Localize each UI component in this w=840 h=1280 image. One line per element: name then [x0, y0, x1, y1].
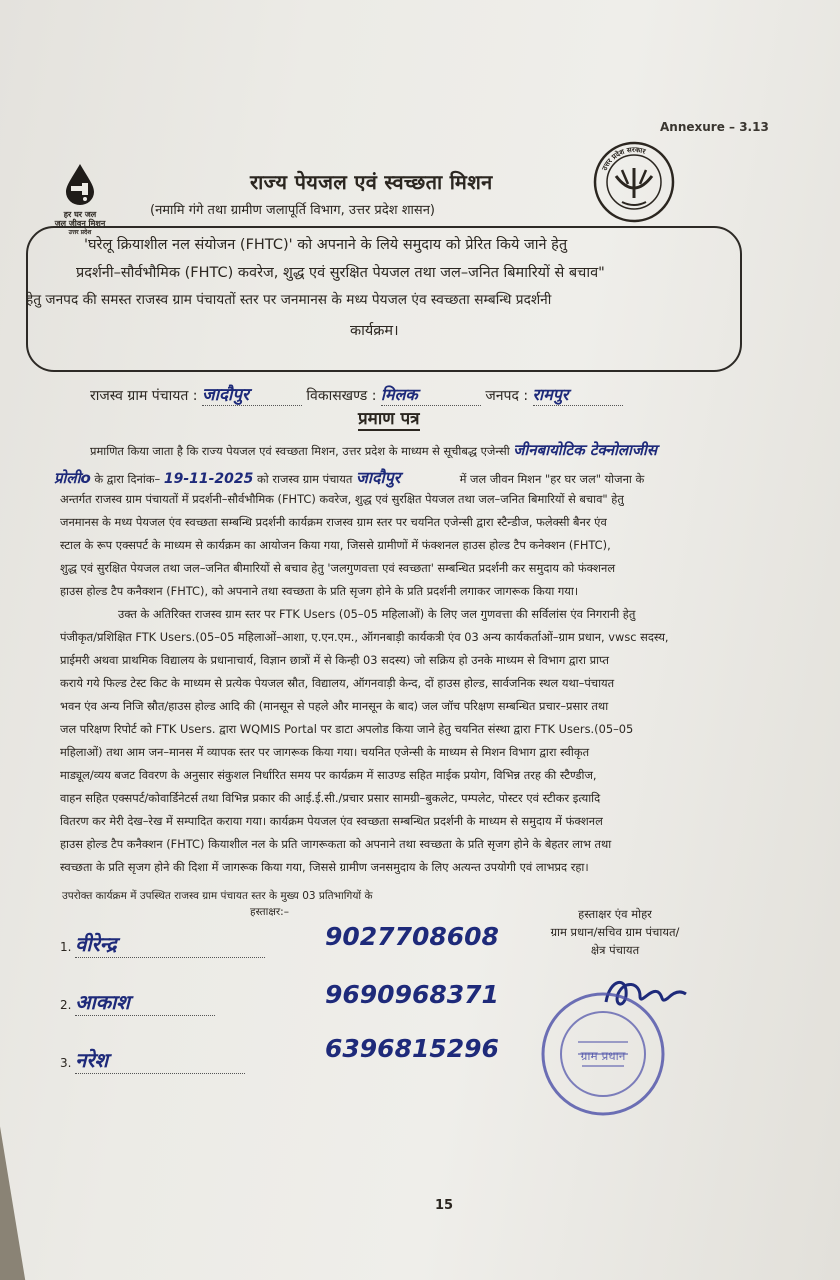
stamp-text: ग्राम प्रधान — [580, 1049, 626, 1063]
body-line-1-text: प्रमाणित किया जाता है कि राज्य पेयजल एवं स्वच्छता मिशन, उत्तर प्रदेश के माध्यम से सूचीबद्ध एजेन्सी — [90, 444, 510, 458]
body-line-6: शुद्ध एवं सुरक्षित पेयजल तथा जल–जनित बीमारियों से बचाव हेतु 'जलगुणवत्ता एवं स्वच्छता' सम्बन्धित प्रदर्शनी कर समुदाय को फंक्शनल — [60, 561, 616, 575]
body-line-19: स्वच्छता के प्रति सृजग होने की दिशा में जागरूक किया गया, जिससे ग्रामीण जनसमुदाय के लिए अत्यन्त उपयोगी एवं लाभप्रद रहा। — [60, 860, 589, 874]
body-line-14: महिलाओं) तथा आम जन–मानस में व्यापक स्तर पर जागरूक किया गया। चयनित एजेन्सी के माध्यम से मिशन विभाग द्वारा स्वीकृत — [60, 745, 590, 759]
district-value: रामपुर — [533, 383, 623, 406]
authority-line-3: क्षेत्र पंचायत — [590, 943, 640, 957]
gram-panchayat-value: जादौपुर — [202, 382, 302, 406]
body-line-1 — [90, 440, 657, 460]
program-title-box — [26, 226, 742, 372]
signatory-number: 1. — [60, 940, 72, 954]
body-line-7: हाउस होल्ड टैप कनैक्शन (FHTC), को अपनाने तथा स्वच्छता के प्रति सृजग होने के प्रति प्रदर्शनी लगाकर जागरूक किया गया। — [60, 584, 579, 598]
block-value: मिलक — [381, 383, 481, 406]
signatories-intro — [62, 888, 373, 920]
page-subtitle: (नमामि गंगे तथा ग्रामीण जलापूर्ति विभाग, उत्तर प्रदेश शासन) — [150, 203, 435, 218]
page-title: राज्य पेयजल एवं स्वच्छता मिशन — [250, 170, 493, 194]
signatory-number: 2. — [60, 998, 72, 1012]
signatory-name: वीरेन्द्र — [75, 930, 265, 958]
body-line-3: अन्तर्गत राजस्व ग्राम पंचायतों में प्रदर्शनी–सौर्वभौमिक (FHTC) कवरेज, शुद्ध एवं सुरक्षित पेयजल तथा जल–जनित बिमारियों से बचाव" हेतु — [60, 492, 624, 506]
annexure-label: Annexure – 3.13 — [660, 120, 769, 134]
svg-text:उत्तर प्रदेश सरकार — [600, 146, 647, 173]
body-line-15: माड्यूल/व्यय बजट विवरण के अनुसार संकुशल निर्धारित समय पर कार्यक्रम में साउण्ड सहित माईक प्रयोग, विभिन्न तरह की स्टैण्डीज, — [60, 768, 597, 782]
body-line-2-text-b: को राजस्व ग्राम पंचायत — [257, 472, 353, 486]
body-line-16: वाहन सहित एक्सपर्ट/कोवार्डिनेटर्स तथा विभिन्न प्रकार की आई.ई.सी./प्रचार प्रसार सामग्री–बुकलेट, पम्पलेट, पोस्टर एवं स्टीकर इत्यादि — [60, 791, 601, 805]
box-line-4: कार्यक्रम। — [350, 323, 399, 339]
body-line-2 — [54, 466, 644, 488]
body-line-17: वितरण कर मेरी देख–रेख में सम्पादित कराया गया। कार्यक्रम पेयजल एंव स्वच्छता सम्बन्धित प्रदर्शनी के माध्यम से समुदाय में फंक्शनल — [60, 814, 603, 828]
signatory-row — [60, 1046, 245, 1074]
gram-pradhan-stamp-icon — [538, 990, 668, 1118]
signatory-phone: 9027708608 — [325, 922, 499, 951]
logo-caption-2: जल जीवन मिशन — [54, 219, 106, 228]
body-line-12: भवन एंव अन्य निजि स्रौत/हाउस होल्ड आदि की (मानसून से पहले और मानसून के बाद) जल जॉच परिक्षण सम्बन्धित प्रचार–प्रसार तथा — [60, 699, 609, 713]
page-number: 15 — [435, 1198, 454, 1213]
body-line-4: जनमानस के मध्य पेयजल एंव स्वच्छता सम्बन्धि प्रदर्शनी कार्यक्रम राजस्व ग्राम स्तर पर चयनित एजेन्सी द्वारा स्टैन्डीज, फलेक्सी बैनर एंव — [60, 515, 607, 529]
authority-block — [500, 905, 730, 959]
box-line-1: 'घरेलू क्रियाशील नल संयोजन (FHTC)' को अपनाने के लिये समुदाय को प्रेरित किये जाने हेतु — [84, 237, 568, 253]
signatory-phone: 9690968371 — [325, 980, 499, 1009]
block-label: विकासखण्ड : — [306, 388, 377, 404]
program-date-handwritten: 19-11-2025 — [163, 471, 254, 487]
logo-caption-3: उत्तर प्रदेश — [68, 229, 92, 236]
authority-line-2: ग्राम प्रधान/सचिव ग्राम पंचायत/ — [550, 925, 680, 939]
box-line-3: हेतु जनपद की समस्त राजस्व ग्राम पंचायतों स्तर पर जनमानस के मध्य पेयजल एंव स्वच्छता सम्बन्धि प्रदर्शनी — [26, 292, 552, 308]
water-drop-tap-logo-icon — [62, 162, 98, 206]
certificate-heading: प्रमाण पत्र — [358, 406, 420, 431]
signatory-name: नरेश — [75, 1046, 245, 1074]
district-label: जनपद : — [485, 388, 529, 404]
box-line-2: प्रदर्शनी–सौर्वभौमिक (FHTC) कवरेज, शुद्ध एवं सुरक्षित पेयजल तथा जल–जनित बिमारियों से बचाव" — [76, 265, 605, 281]
signatories-intro-line-2: हस्ताक्षर:– — [250, 906, 289, 918]
agency-suffix-handwritten: प्रोलीo — [54, 469, 91, 487]
body-line-18: हाउस होल्ड टैप कनैक्शन (FHTC) कियाशील नल के प्रति जागरूकता को अपनाने तथा स्वच्छता के प्रति सृजग होने के बेहतर लाभ तथा — [60, 837, 612, 851]
signatory-row — [60, 988, 215, 1016]
signatory-phone: 6396815296 — [325, 1034, 499, 1063]
signatory-row — [60, 930, 265, 958]
up-government-emblem-icon — [592, 140, 676, 224]
agency-name-handwritten: जीनबायोटिक टेक्नोलाजीस — [513, 441, 658, 459]
body-line-8: उक्त के अतिरिक्त राजस्व ग्राम स्तर पर FTK Users (05–05 महिलाओं) के लिए जल गुणवत्ता की सर्विलांस एंव निगरानी हेतु — [118, 607, 636, 621]
emblem-text: उत्तर प्रदेश सरकार — [600, 145, 647, 172]
body-line-5: स्टाल के रूप एक्सपर्ट के माध्यम से कार्यक्रम का आयोजन किया गया, जिससे ग्रामीणों में फंक्शनल हाउस होल्ड टैप कनेक्शन (FHTC), — [60, 538, 611, 552]
body-line-13: जल परिक्षण रिपोर्ट को FTK Users. द्वारा WQMIS Portal पर डाटा अपलोड किया जाने हेतु चयनित संस्था द्वारा FTK Users.(05–05 — [60, 722, 634, 736]
village-name-handwritten: जादौपुर — [355, 468, 401, 487]
gram-panchayat-label: राजस्व ग्राम पंचायत : — [90, 388, 198, 404]
body-line-10: प्राईमरी अथवा प्राथमिक विद्यालय के प्रधानाचार्य, विज्ञान छात्रों में से किन्ही 03 सदस्य) जो सक्रिय हो उनके माध्यम से विभाग द्वारा प्राप्त — [60, 653, 610, 667]
body-line-2-text-c: में जल जीवन मिशन "हर घर जल" योजना के — [459, 472, 645, 486]
authority-line-1: हस्ताक्षर एंव मोहर — [578, 907, 652, 921]
signatory-name: आकाश — [75, 988, 215, 1016]
body-line-2-text-a: के द्वारा दिनांक– — [94, 472, 161, 486]
body-line-9: पंजीकृत/प्रशिक्षित FTK Users.(05–05 महिलाओं–आशा, ए.एन.एम., ऑगनबाड़ी कार्यकत्री एंव 03 अन्य कार्यकर्ताओं–ग्राम प्रधान, vwsc सदस्य, — [60, 630, 669, 644]
signatory-number: 3. — [60, 1056, 72, 1070]
location-fields-row — [90, 382, 623, 406]
signatories-intro-line-1: उपरोक्त कार्यक्रम में उपस्थित राजस्व ग्राम पंचायत स्तर के मुख्य 03 प्रतिभागियों के — [62, 890, 373, 902]
logo-caption-1: हर घर जल — [63, 210, 97, 219]
body-line-11: कराये गये फिल्ड टेस्ट किट के माध्यम से प्रत्येक पेयजल स्रौत, विद्यालय, ऑगनवाड़ी केन्द, दों हाउस होल्ड, सार्वजनिक स्थल यथा–पंचायत — [60, 676, 615, 690]
